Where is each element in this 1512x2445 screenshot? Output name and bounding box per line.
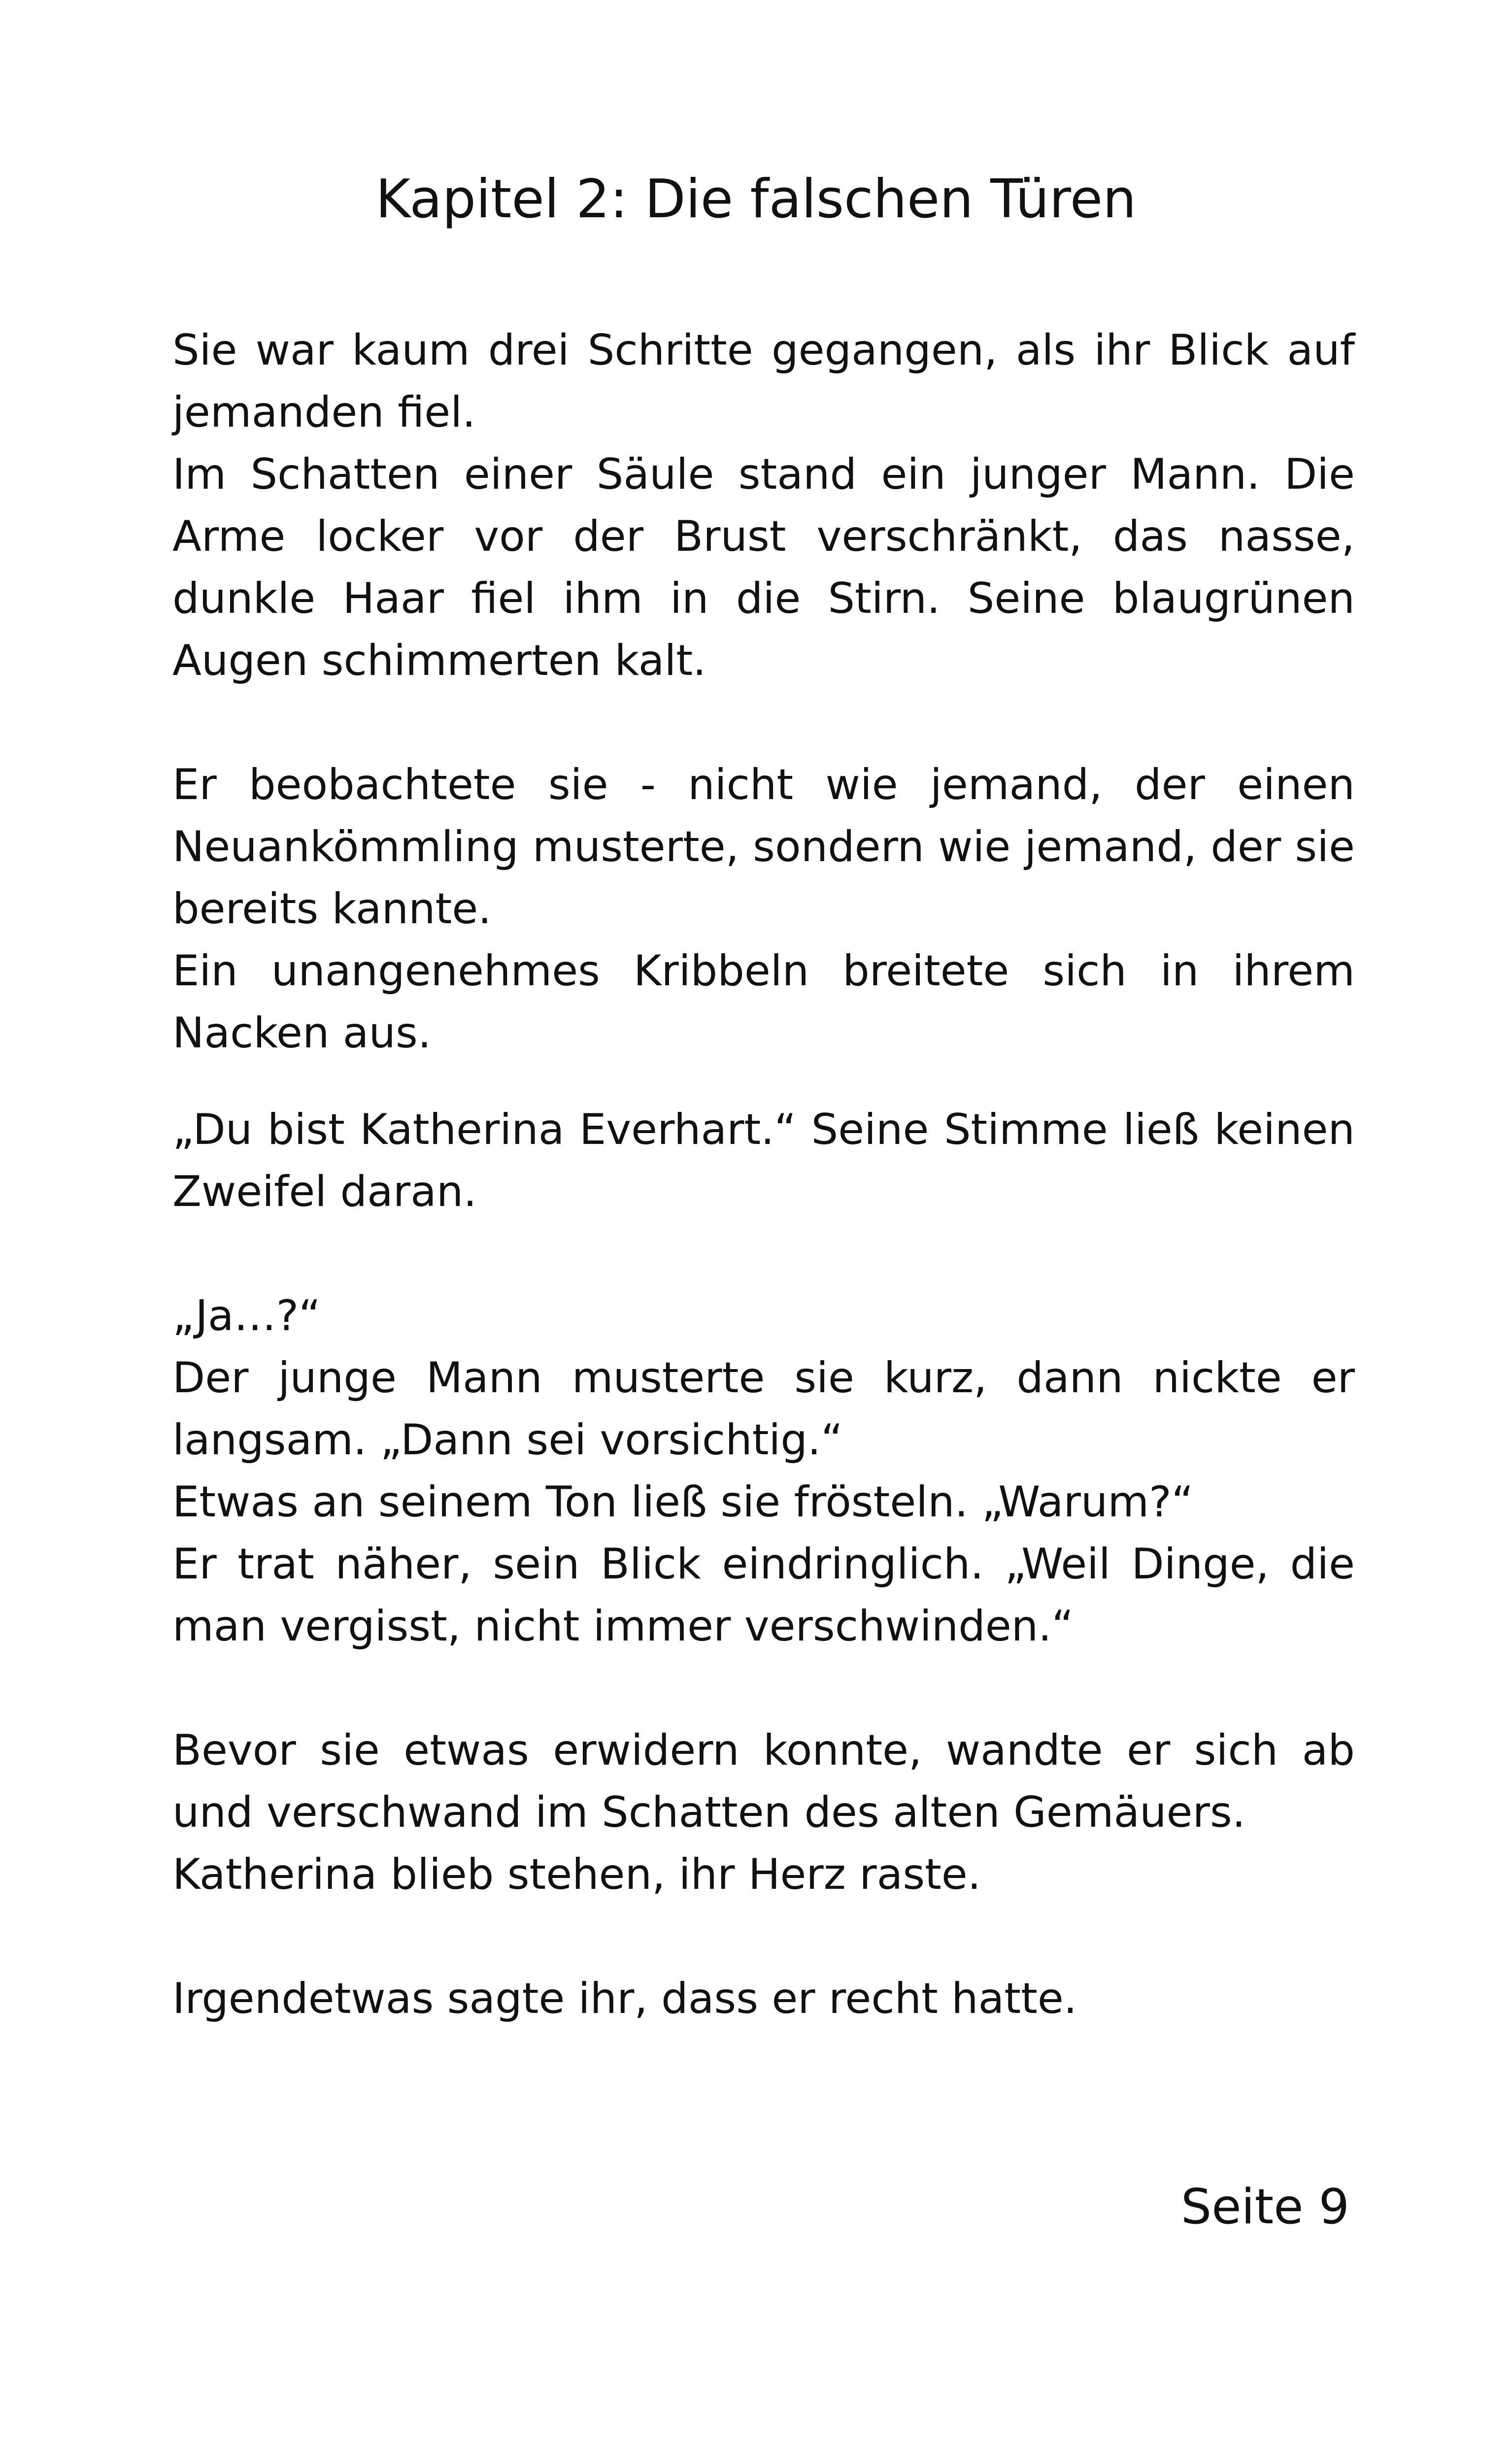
paragraph-spacer	[172, 1906, 1355, 1968]
paragraph: Er beobachtete sie - nicht wie jemand, der einen Neuankömmling musterte, sondern wie jemand, der sie bereits kannte.	[172, 760, 1355, 934]
paragraph: Etwas an seinem Ton ließ sie frösteln. „Warum?“	[172, 1477, 1194, 1527]
paragraph: Katherina blieb stehen, ihr Herz raste.	[172, 1850, 981, 1899]
paragraph: „Du bist Katherina Everhart.“ Seine Stimme ließ keinen Zweifel daran.	[172, 1105, 1355, 1216]
paragraph: Er trat näher, sein Blick eindringlich. „Weil Dinge, die man vergisst, nicht immer verschwinden.“	[172, 1540, 1355, 1651]
paragraph-spacer	[172, 692, 1355, 754]
paragraph: Im Schatten einer Säule stand ein junger Mann. Die Arme locker vor der Brust verschränkt, das nasse, dunkle Haar fiel ihm in die Stirn. Seine blaugrünen Augen schimmerten kalt.	[172, 450, 1355, 685]
paragraph: Ein unangenehmes Kribbeln breitete sich in ihrem Nacken aus.	[172, 946, 1355, 1058]
paragraph: Der junge Mann musterte sie kurz, dann nickte er langsam. „Dann sei vorsichtig.“	[172, 1353, 1355, 1465]
chapter-title: Kapitel 2: Die falschen Türen	[375, 168, 1137, 230]
paragraph: „Ja…?“	[172, 1291, 321, 1340]
page-number: Seite 9	[1181, 2179, 1349, 2235]
paragraph-spacer	[172, 1064, 1355, 1099]
paragraph: Bevor sie etwas erwidern konnte, wandte er sich ab und verschwand im Schatten des alten Gemäuers.	[172, 1726, 1355, 1837]
paragraph-spacer	[172, 1223, 1355, 1285]
paragraph-spacer	[172, 1657, 1355, 1719]
paragraph: Irgendetwas sagte ihr, dass er recht hatte.	[172, 1974, 1077, 2023]
chapter-body	[172, 319, 1355, 2030]
paragraph: Sie war kaum drei Schritte gegangen, als ihr Blick auf jemanden fiel.	[172, 326, 1355, 437]
